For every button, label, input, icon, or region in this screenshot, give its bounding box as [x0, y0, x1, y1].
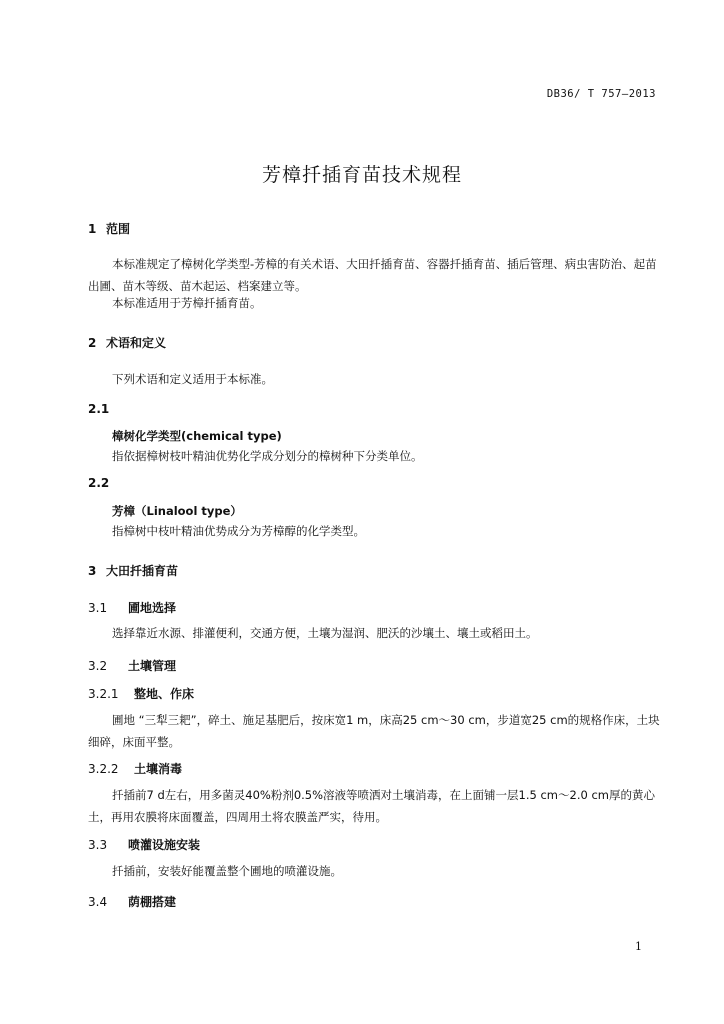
section-title: 术语和定义: [106, 336, 167, 350]
section-title: 范围: [106, 222, 131, 236]
section-1-heading: [88, 220, 130, 237]
section-3-2-1-paragraph: 圃地 “三犁三耙”，碎土、施足基肥后，按床宽1 m，床高25 cm～30 cm，步道宽25 cm的规格作床，土块细碎，床面平整。: [88, 713, 660, 749]
section-3-3-heading: 3.3 喷灌设施安装: [88, 838, 201, 852]
section-number: 3: [88, 564, 97, 578]
term-2-2: [112, 501, 365, 541]
section-3-1-paragraph: 选择靠近水源、排灌便利，交通方便，土壤为湿润、肥沃的沙壤土、壤土或稻田土。: [112, 626, 538, 640]
term-name: 樟树化学类型(chemical type): [112, 429, 282, 443]
section-number: 1: [88, 222, 97, 236]
section-3-2-1-heading: 3.2.1 整地、作床: [88, 687, 195, 701]
section-3-3-paragraph: 扦插前，安装好能覆盖整个圃地的喷灌设施。: [112, 864, 342, 878]
term-2-1-number: 2.1: [88, 402, 110, 416]
term-2-2-number: 2.2: [88, 476, 110, 490]
section-1-scope-paragraph: 本标准适用于芳樟扦插育苗。: [112, 296, 262, 310]
section-title: 大田扦插育苗: [106, 564, 179, 578]
section-3-4-heading: 3.4 荫棚搭建: [88, 895, 177, 909]
section-3-1-heading: 3.1 圃地选择: [88, 601, 177, 615]
section-3-2-2-heading: 3.2.2 土壤消毒: [88, 762, 183, 776]
section-2-heading: [88, 334, 166, 351]
term-definition: 指樟树中枝叶精油优势成分为芳樟醇的化学类型。: [112, 524, 365, 538]
section-2-intro: 下列术语和定义适用于本标准。: [112, 372, 273, 386]
page-number: 1: [635, 940, 642, 953]
section-number: 2: [88, 336, 97, 350]
term-definition: 指依据樟树枝叶精油优势化学成分划分的樟树种下分类单位。: [112, 449, 423, 463]
section-3-2-heading: 3.2 土壤管理: [88, 659, 177, 673]
section-3-2-2-paragraph: 扦插前7 d左右，用多菌灵40%粉剂0.5%溶液等喷洒对土壤消毒，在上面铺一层1.5 cm～2.0 cm厚的黄心土，再用农膜将床面覆盖，四周用土将农膜盖严实，待用。: [88, 788, 655, 824]
standard-code: DB36/ T 757—2013: [546, 88, 656, 100]
term-name: 芳樟（Linalool type）: [112, 504, 242, 518]
section-3-heading: [88, 562, 178, 579]
term-2-1: [112, 426, 423, 466]
section-1-paragraph: 本标准规定了樟树化学类型-芳樟的有关术语、大田扦插育苗、容器扦插育苗、插后管理、病虫害防治、起苗出圃、苗木等级、苗木起运、档案建立等。: [88, 257, 657, 293]
document-title: 芳樟扦插育苗技术规程: [261, 164, 462, 186]
